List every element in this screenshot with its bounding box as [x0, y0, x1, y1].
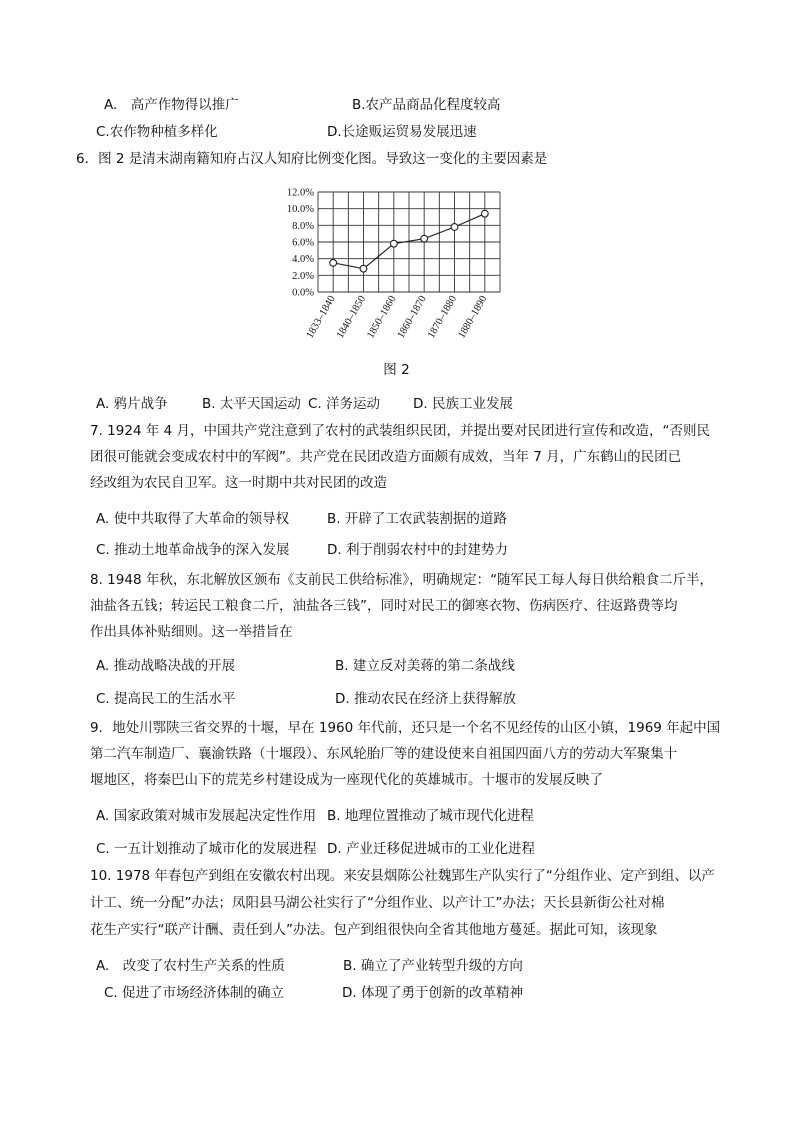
q10-option-c[interactable]: C. 促进了市场经济体制的确立: [104, 985, 285, 1001]
y-tick-label: 6.0%: [292, 237, 314, 249]
q7-stem-line-2: 团很可能就会变成农村中的军阀”。共产党在民团改造方面颇有成效，当年 7 月，广东鹤山的民团已: [90, 449, 682, 465]
q10-stem-line-3: 花生产实行“联产计酬、责任到人”办法。包产到组很快向全省其他地方蔓延。据此可知，该现象: [90, 922, 658, 938]
q6-stem: 6．图 2 是清末湖南籍知府占汉人知府比例变化图。导致这一变化的主要因素是: [76, 151, 548, 167]
q8-stem-line-2: 油盐各五钱；转运民工粮食二斤，油盐各三钱”，同时对民工的御寒衣物、伤病医疗、往返路费等均: [90, 598, 678, 614]
data-point: [421, 235, 428, 242]
q5-option-b[interactable]: B.农产品商品化程度较高: [352, 97, 501, 113]
y-tick-label: 4.0%: [292, 254, 314, 266]
q9-option-b[interactable]: B. 地理位置推动了城市现代化进程: [327, 808, 534, 824]
q7-stem-line-1: 7. 1924 年 4 月，中国共产党注意到了农村的武装组织民团，并提出要对民团进行宣传和改造，“否则民: [90, 423, 710, 439]
x-tick-label: 1840–1850: [334, 294, 369, 341]
q7-option-c[interactable]: C. 推动土地革命战争的深入发展: [96, 542, 290, 558]
q9-stem-line-3: 堰地区，将秦巴山下的荒芜乡村建设成为一座现代化的英雄城市。十堰市的发展反映了: [90, 772, 603, 788]
q5-option-c[interactable]: C.农作物种植多样化: [96, 124, 218, 140]
y-tick-label: 8.0%: [292, 220, 314, 232]
q6-option-a[interactable]: A. 鸦片战争: [96, 396, 168, 412]
q6-option-b[interactable]: B. 太平天国运动: [202, 396, 301, 412]
q5-option-a[interactable]: A. 高产作物得以推广: [104, 97, 239, 113]
q5-option-d[interactable]: D.长途贩运贸易发展迅速: [327, 124, 477, 140]
q9-stem-line-2: 第二汽车制造厂、襄渝铁路（十堰段）、东风轮胎厂等的建设使来自祖国四面八方的劳动大军聚集十: [90, 746, 678, 762]
q9-stem-line-1: 9．地处川鄂陕三省交界的十堰，早在 1960 年代前，还只是一个名不见经传的山区小镇，1969 年起中国: [90, 720, 721, 736]
q8-option-b[interactable]: B. 建立反对美蒋的第二条战线: [335, 658, 515, 674]
q6-option-d[interactable]: D. 民族工业发展: [413, 396, 513, 412]
y-tick-label: 12.0%: [286, 187, 314, 199]
q6-option-c[interactable]: C. 洋务运动: [308, 396, 381, 412]
q7-option-a[interactable]: A. 使中共取得了大革命的领导权: [96, 511, 290, 527]
x-tick-label: 1833–1840: [304, 294, 338, 341]
x-tick-label: 1880–1890: [456, 294, 490, 341]
q10-stem-line-1: 10. 1978 年春包产到组在安徽农村出现。来安县烟陈公社魏郢生产队实行了“分组作业、定产到组、以产: [90, 868, 715, 884]
q10-option-a[interactable]: A. 改变了农村生产关系的性质: [96, 958, 285, 974]
line-chart: [280, 180, 520, 350]
q7-option-d[interactable]: D. 利于削弱农村中的封建势力: [327, 542, 508, 558]
y-tick-label: 2.0%: [292, 270, 314, 282]
q9-option-d[interactable]: D. 产业迁移促进城市的工业化进程: [327, 841, 535, 857]
q10-stem-line-2: 计工、统一分配”办法；凤阳县马湖公社实行了“分组作业、以产计工”办法；天长县新街公社对棉: [90, 895, 665, 911]
data-point: [330, 259, 337, 266]
data-point: [390, 240, 397, 247]
x-tick-label: 1860–1870: [395, 294, 429, 341]
figure-caption: 图 2: [383, 362, 410, 378]
q8-stem-line-3: 作出具体补贴细则。这一举措旨在: [90, 624, 293, 640]
y-tick-label: 10.0%: [286, 204, 314, 216]
data-point: [451, 224, 458, 231]
y-tick-label: 0.0%: [292, 287, 314, 299]
x-tick-label: 1850–1860: [365, 294, 399, 341]
q10-option-d[interactable]: D. 体现了勇于创新的改革精神: [342, 985, 523, 1001]
q8-option-c[interactable]: C. 提高民工的生活水平: [96, 691, 236, 707]
q9-option-a[interactable]: A. 国家政策对城市发展起决定性作用: [96, 808, 317, 824]
data-point: [481, 210, 488, 217]
q9-option-c[interactable]: C. 一五计划推动了城市化的发展进程: [96, 841, 317, 857]
q7-option-b[interactable]: B. 开辟了工农武装割据的道路: [327, 511, 507, 527]
q7-stem-line-3: 经改组为农民自卫军。这一时期中共对民团的改造: [90, 475, 387, 491]
x-tick-label: 1870–1880: [425, 294, 460, 341]
q8-stem-line-1: 8. 1948 年秋，东北解放区颁布《支前民工供给标准》，明确规定：“随军民工每人每日供给粮食二斤半，: [90, 572, 714, 588]
q8-option-a[interactable]: A. 推动战略决战的开展: [96, 658, 236, 674]
q10-option-b[interactable]: B. 确立了产业转型升级的方向: [343, 958, 523, 974]
data-point: [360, 265, 367, 272]
q8-option-d[interactable]: D. 推动农民在经济上获得解放: [335, 691, 516, 707]
